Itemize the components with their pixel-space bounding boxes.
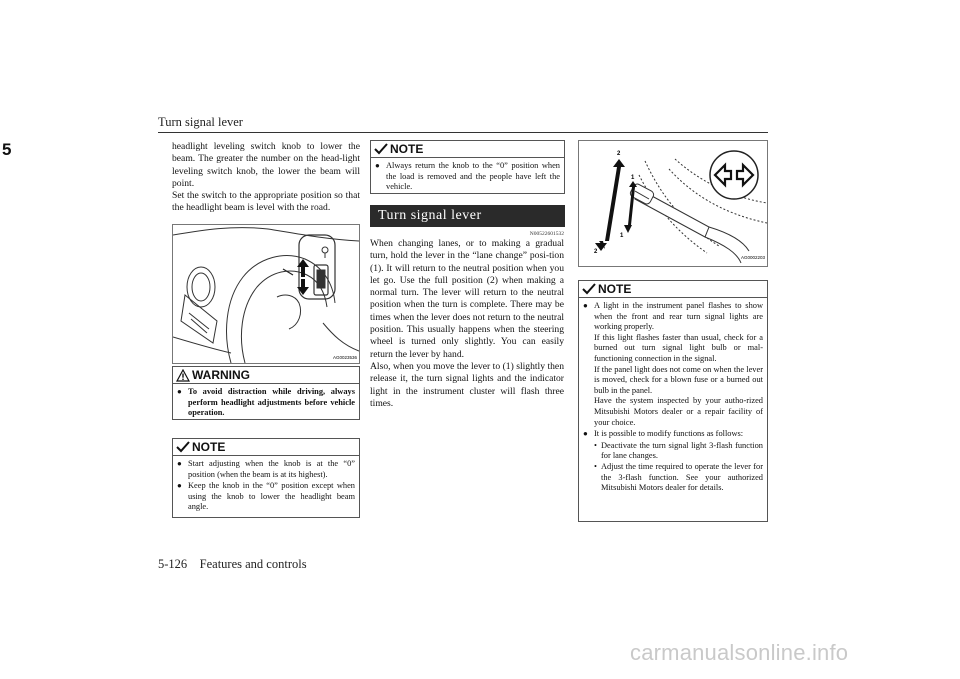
section-code: N00522601532 <box>529 231 564 237</box>
position-label-1: 1 <box>631 175 635 181</box>
note-title: NOTE <box>598 282 632 296</box>
warning-title: WARNING <box>192 368 250 382</box>
page-footer: 5-126 Features and controls <box>158 557 307 571</box>
turn-signal-illustration <box>579 141 767 266</box>
note-header <box>173 439 359 456</box>
list-item: ● Keep the knob in the “0” position except when using the knob to lower the headlight beam angle. <box>177 481 355 512</box>
figure-code: AG0023536 <box>333 355 358 360</box>
header-rule <box>158 132 768 133</box>
position-label-1: 1 <box>620 233 624 239</box>
note-body <box>173 456 359 517</box>
note-check-icon <box>176 441 190 453</box>
note-box <box>578 280 768 522</box>
figure-code: AG0002203 <box>741 255 766 260</box>
column-2-text <box>370 238 564 410</box>
position-label-2: 2 <box>594 249 598 255</box>
warning-box <box>172 366 360 420</box>
sub-list-item: • Adjust the time required to operate the lever for the 3-flash function. See your authorized Mitsubishi Motors dealer for details. <box>594 461 763 493</box>
warning-body <box>173 384 359 423</box>
dashboard-illustration <box>173 225 359 363</box>
watermark: carmanualsonline.info <box>630 640 849 665</box>
column-1-text <box>172 141 360 215</box>
paragraph: When changing lanes, or to making a gradual turn, hold the lever in the “lane change” posi-tion (1). It will return to the neutral position when you let go. Use the full position (2) when making a normal turn. The lever will return to the neutral position when the turn is complete. There may be times when the lever does not return to the neutral position. This usually happens when the steering wheel is turned only slightly. You can easily return the lever by hand. <box>370 238 564 360</box>
bullet-icon: ● <box>177 481 182 491</box>
running-head: Turn signal lever <box>158 115 243 129</box>
bullet-icon: ● <box>583 429 588 439</box>
headlight-switch-figure <box>172 224 360 364</box>
note-header <box>371 141 564 158</box>
list-item: ● To avoid distraction while driving, always perform headlight adjustments before vehicle operation. <box>177 387 355 418</box>
list-item: ● Always return the knob to the “0” position when the load is removed and the people have left the vehicle. <box>375 161 560 192</box>
note-box <box>370 140 565 194</box>
list-item: ● It is possible to modify functions as follows: <box>583 429 744 439</box>
turn-signal-figure <box>578 140 768 267</box>
warning-triangle-icon <box>176 369 190 382</box>
paragraph: headlight leveling switch knob to lower the beam. The greater the number on the head-light leveling switch knob, the lower the beam will point. <box>172 141 360 189</box>
note-body <box>579 298 767 497</box>
section-heading: Turn signal lever <box>370 205 565 227</box>
bullet-icon: ● <box>375 161 380 170</box>
note-header <box>579 281 767 298</box>
note-body <box>371 158 564 197</box>
sub-list-item: • Deactivate the turn signal light 3-flash function for lane changes. <box>594 440 763 461</box>
note-title: NOTE <box>192 440 226 454</box>
bullet-icon: ● <box>177 387 182 396</box>
list-item: ● A light in the instrument panel flashes to show when the front and rear turn signal lights are working properly. If this light flashes faster than usual, check for a burned out turn signal light bulb or mal-functioning connection in the signal. If the panel light does not come on when the lever is moved, check for a blown fuse or a burned out bulb in the panel. Have the system inspected by your autho-rized Mitsubishi Motors dealer or a repair facility of your choice. <box>583 301 763 427</box>
paragraph: Set the switch to the appropriate position so that the headlight beam is level with the road. <box>172 190 360 214</box>
list-item: ● Start adjusting when the knob is at the “0” position (when the beam is at its highest). <box>177 459 355 479</box>
chapter-tab: 5 <box>0 137 22 163</box>
note-box <box>172 438 360 518</box>
note-check-icon <box>374 143 388 155</box>
note-title: NOTE <box>390 142 424 156</box>
note-check-icon <box>582 283 596 295</box>
bullet-icon: ● <box>583 301 588 310</box>
bullet-icon: ● <box>177 459 182 468</box>
turn-signal-indicator-icon <box>710 151 758 199</box>
position-label-2: 2 <box>617 151 621 157</box>
warning-header <box>173 367 359 384</box>
paragraph: Also, when you move the lever to (1) slightly then release it, the turn signal lights and the indicator light in the instrument cluster will flash three times. <box>370 360 564 409</box>
